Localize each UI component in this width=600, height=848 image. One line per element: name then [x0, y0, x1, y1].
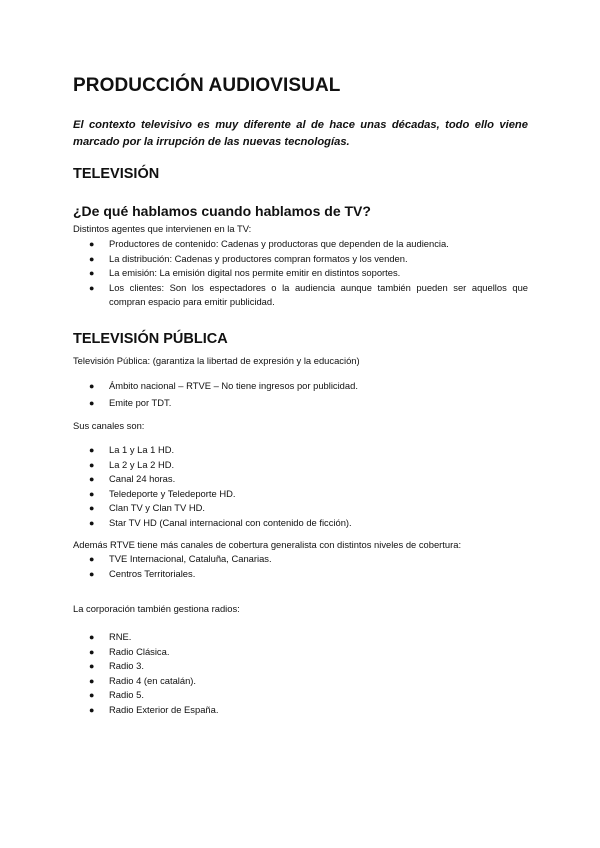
- list-item: ● La distribución: Cadenas y productores compran formatos y los venden.: [73, 252, 528, 267]
- heading-television: TELEVISIÓN: [73, 166, 160, 182]
- list-item: ● Radio 4 (en catalán).: [73, 674, 528, 689]
- list-item: ● Centros Territoriales.: [73, 567, 528, 582]
- list-item: ● TVE Internacional, Cataluña, Canarias.: [73, 552, 528, 567]
- intro-paragraph: El contexto televisivo es muy diferente al de hace unas décadas, todo ello viene marcado por la irrupción de las nuevas tecnologías.: [73, 119, 528, 148]
- radio-list: [73, 630, 528, 717]
- bullet-icon: ●: [89, 239, 95, 249]
- bullet-icon: ●: [89, 282, 95, 293]
- list-item: ● Ámbito nacional – RTVE – No tiene ingresos por publicidad.: [73, 379, 528, 394]
- bullet-icon: ●: [89, 632, 95, 642]
- public-tv-features-list: [73, 379, 528, 410]
- heading-public-tv: TELEVISIÓN PÚBLICA: [73, 331, 228, 347]
- coverage-intro: Además RTVE tiene más canales de cobertura generalista con distintos niveles de cobertura:: [73, 539, 462, 550]
- bullet-icon: ●: [89, 445, 95, 455]
- bullet-icon: ●: [89, 268, 95, 278]
- list-item: ● La emisión: La emisión digital nos permite emitir en distintos soportes.: [73, 266, 528, 281]
- list-item: ● Radio Clásica.: [73, 645, 528, 660]
- bullet-icon: ●: [89, 459, 95, 470]
- list-item: ● Star TV HD (Canal internacional con contenido de ficción).: [73, 516, 528, 531]
- list-item: ● La 1 y La 1 HD.: [73, 443, 528, 458]
- bullet-icon: ●: [89, 253, 95, 264]
- list-item: ● Radio Exterior de España.: [73, 703, 528, 718]
- bullet-icon: ●: [89, 503, 95, 513]
- coverage-list: [73, 552, 528, 581]
- list-item: ● Clan TV y Clan TV HD.: [73, 501, 528, 516]
- bullet-icon: ●: [89, 381, 95, 391]
- bullet-icon: ●: [89, 690, 95, 700]
- channels-list: [73, 443, 528, 530]
- agents-intro: Distintos agentes que intervienen en la TV:: [73, 223, 252, 234]
- list-item: ● Teledeporte y Teledeporte HD.: [73, 487, 528, 502]
- bullet-icon: ●: [89, 675, 95, 686]
- document-title: PRODUCCIÓN AUDIOVISUAL: [73, 75, 341, 96]
- bullet-icon: ●: [89, 704, 95, 715]
- list-item: ● Productores de contenido: Cadenas y productoras que dependen de la audiencia.: [73, 237, 528, 252]
- agents-list: [73, 237, 528, 310]
- bullet-icon: ●: [89, 554, 95, 564]
- bullet-icon: ●: [89, 517, 95, 528]
- bullet-icon: ●: [89, 488, 95, 499]
- bullet-icon: ●: [89, 397, 95, 408]
- public-tv-definition: Televisión Pública: (garantiza la libertad de expresión y la educación): [73, 355, 360, 366]
- list-item: ● Emite por TDT.: [73, 396, 528, 411]
- subheading-what-is-tv: ¿De qué hablamos cuando hablamos de TV?: [73, 203, 371, 219]
- list-item: ● Radio 3.: [73, 659, 528, 674]
- list-item: ● RNE.: [73, 630, 528, 645]
- channels-intro: Sus canales son:: [73, 420, 145, 431]
- bullet-icon: ●: [89, 646, 95, 657]
- list-item: ● Canal 24 horas.: [73, 472, 528, 487]
- list-item: ● Los clientes: Son los espectadores o la audiencia aunque también pueden ser aquellos que compran espacio para emitir publicidad.: [89, 281, 528, 307]
- radio-intro: La corporación también gestiona radios:: [73, 603, 240, 614]
- list-item: ● Radio 5.: [73, 688, 528, 703]
- bullet-icon: ●: [89, 661, 95, 671]
- bullet-icon: ●: [89, 568, 95, 579]
- bullet-icon: ●: [89, 474, 95, 484]
- list-item: ● La 2 y La 2 HD.: [73, 458, 528, 473]
